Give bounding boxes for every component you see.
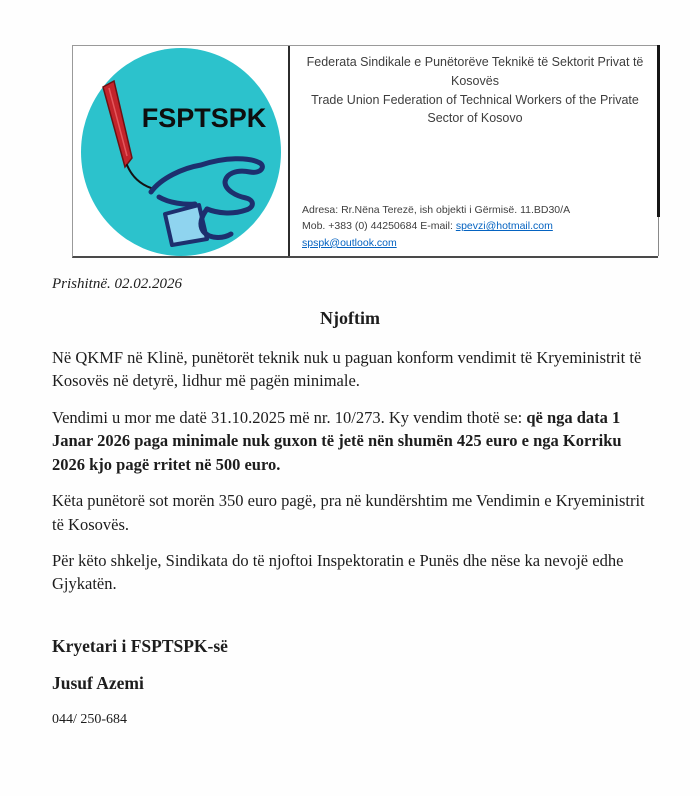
email-link-hotmail[interactable]: spevzi@hotmail.com [455,220,553,233]
paragraph-1: Në QKMF në Klinë, punëtorët teknik nuk u paguan konform vendimit të Kryeministrit të Kosovës në detyrë, lidhur më pagën minimale. [52,348,642,391]
signature-role: Kryetari i FSPTSPK-së [52,635,228,656]
paragraph-2-bold: që nga data 1 Janar 2026 paga minimale nuk guxon të jetë nën shumën 425 euro e nga Korriku 2026 kjo pagë rritet në 500 euro. [52,407,622,474]
fsptspk-logo [73,46,288,256]
org-names [302,53,648,128]
paragraph-4: Për këto shkelje, Sindikata do të njoftoi Inspektoratin e Punës dhe nëse ka nevojë edhe Gjykatën. [52,550,624,594]
paragraph-2-normal: Vendimi u mor me datë 31.10.2025 më nr. 10/273. Ky vendim thotë se: [52,407,527,427]
document-title: Njoftim [320,308,380,328]
paragraph-3: Këta punëtorë sot morën 350 euro pagë, pra në kundërshtim me Vendimin e Kryeministrit të Kosovës. [52,491,645,534]
signature-phone: 044/ 250-684 [52,711,128,727]
document-body [52,276,648,728]
contact-block [302,202,648,251]
letterhead-table [72,45,658,258]
date-line: Prishitnë. 02.02.2026 [52,276,182,292]
org-name-albanian: Federata Sindikale e Punëtorëve Teknikë të Sektorit Privat të Kosovës [306,55,644,88]
paragraph-2 [52,406,648,476]
address-line: Adresa: Rr.Nëna Terezë, ish objekti i Gërmisë. 11.BD30/A [302,204,571,217]
mobile-email-line [302,218,648,251]
mobile-email-label: Mob. +383 (0) 44250684 E-mail: [302,220,456,233]
logo-wordmark: FSPTSPK [141,103,267,133]
org-name-english: Trade Union Federation of Technical Workers of the Private Sector of Kosovo [311,92,639,126]
letterhead-info-cell [288,46,658,256]
signature-name: Jusuf Azemi [52,672,144,693]
email-link-outlook[interactable]: spspk@outlook.com [302,236,397,249]
logo-cell [73,46,288,256]
